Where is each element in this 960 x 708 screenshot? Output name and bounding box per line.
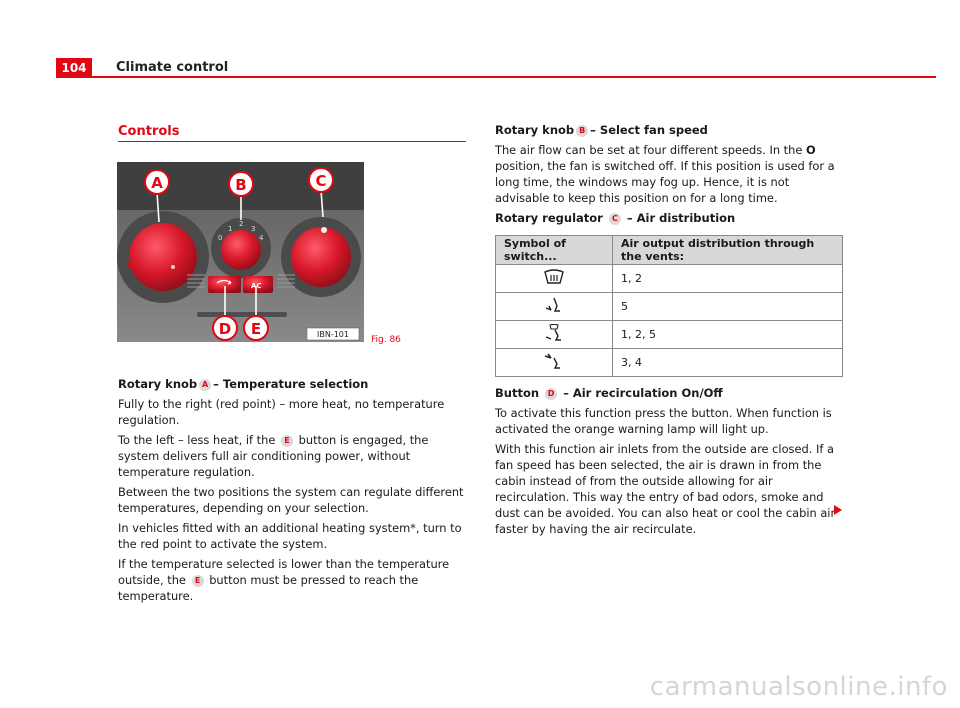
windscreen-footwell-icon xyxy=(496,321,613,349)
callout-c xyxy=(309,168,333,192)
svg-text:B: B xyxy=(235,176,247,194)
svg-text:A: A xyxy=(151,174,163,192)
fan-speed-2: 2 xyxy=(239,220,244,228)
ref-b-icon: B xyxy=(576,125,588,137)
table-row xyxy=(496,293,843,321)
vents-value: 5 xyxy=(613,293,843,321)
fan-speed-0: 0 xyxy=(218,234,223,242)
rotary-c-heading: Rotary regulator C – Air distribution xyxy=(495,211,736,225)
ref-c-icon: C xyxy=(609,213,621,225)
callout-a xyxy=(145,170,169,194)
footwell-icon xyxy=(496,293,613,321)
rotary-a-p4: In vehicles fitted with an additional heating system*, turn to the red point to activate the system. xyxy=(118,521,462,551)
svg-text:E: E xyxy=(250,320,262,338)
svg-text:D: D xyxy=(218,320,232,338)
vents-value: 1, 2 xyxy=(613,265,843,293)
page-number: 104 xyxy=(56,58,92,78)
ref-e-icon: E xyxy=(281,435,293,447)
ref-e-icon: E xyxy=(192,575,204,587)
rotary-a-heading: Rotary knob A – Temperature selection xyxy=(118,377,369,391)
col-vents: Air output distribution through the vents: xyxy=(613,236,843,265)
callout-d xyxy=(213,316,237,340)
ref-d-icon: D xyxy=(545,388,557,400)
running-title: Climate control xyxy=(116,60,229,75)
watermark: carmanualsonline.info xyxy=(649,672,948,702)
vents-value: 3, 4 xyxy=(613,349,843,377)
fan-speed-1: 1 xyxy=(228,225,233,233)
fan-speed-4: 4 xyxy=(259,234,264,242)
callout-e xyxy=(244,316,268,340)
button-d-heading: Button D – Air recirculation On/Off xyxy=(495,386,723,400)
button-d-p2: With this function air inlets from the outside are closed. If a fan speed has been selected, the air is drawn in from the cabin instead of from the outside allowing for air recirculation. This way the entry of bad odors, smoke and dust can be avoided. You can also heat or cool the cabin air faster by having the air recirculate. xyxy=(495,442,836,536)
continue-arrow-icon xyxy=(834,505,842,515)
button-d-p1: To activate this function press the button. When function is activated the orange warning lamp will light up. xyxy=(495,406,832,436)
fan-off-symbol: O xyxy=(805,143,816,157)
climate-control-figure xyxy=(117,162,364,342)
table-header xyxy=(496,236,843,265)
rotary-b-section xyxy=(495,123,845,206)
col-symbol: Symbol of switch... xyxy=(496,236,613,265)
svg-text:C: C xyxy=(315,172,327,190)
ref-a-icon: A xyxy=(199,379,211,391)
header-rule xyxy=(56,76,936,78)
air-distribution-table xyxy=(495,235,843,377)
knob-b xyxy=(211,218,271,278)
ac-label: AC xyxy=(251,282,262,290)
figure-caption: Fig. 86 xyxy=(371,335,401,345)
callout-b xyxy=(229,172,253,196)
knob-c xyxy=(281,217,361,297)
section-title: Controls xyxy=(118,124,180,139)
section-rule xyxy=(118,141,466,142)
rotary-a-p1: Fully to the right (red point) – more heat, no temperature regulation. xyxy=(118,397,445,427)
rotary-a-p5: If the temperature selected is lower than the temperature outside, the E button must be pressed to reach the temperature. xyxy=(118,557,450,603)
rotary-a-p2: To the left – less heat, if the E button is engaged, the system delivers full air conditioning power, without temperature regulation. xyxy=(118,433,429,479)
table-row xyxy=(496,349,843,377)
button-d-section xyxy=(495,386,847,537)
vents-value: 1, 2, 5 xyxy=(613,321,843,349)
rotary-a-section xyxy=(118,377,468,604)
rotary-b-paragraph: The air flow can be set at four different speeds. In the O position, the fan is switched off. If this position is used for a long time, the windows may fog up. Hence, it is not advisable to keep this position on for a long time. xyxy=(495,143,835,205)
rotary-b-heading: Rotary knob B – Select fan speed xyxy=(495,123,708,137)
upper-body-icon xyxy=(496,349,613,377)
fan-speed-3: 3 xyxy=(251,225,256,233)
table-row xyxy=(496,265,843,293)
windscreen-defrost-icon xyxy=(496,265,613,293)
rotary-a-p3: Between the two positions the system can regulate different temperatures, depending on your selection. xyxy=(118,485,464,515)
table-row xyxy=(496,321,843,349)
figure-code: IBN-101 xyxy=(317,330,349,339)
knob-a xyxy=(117,211,209,303)
